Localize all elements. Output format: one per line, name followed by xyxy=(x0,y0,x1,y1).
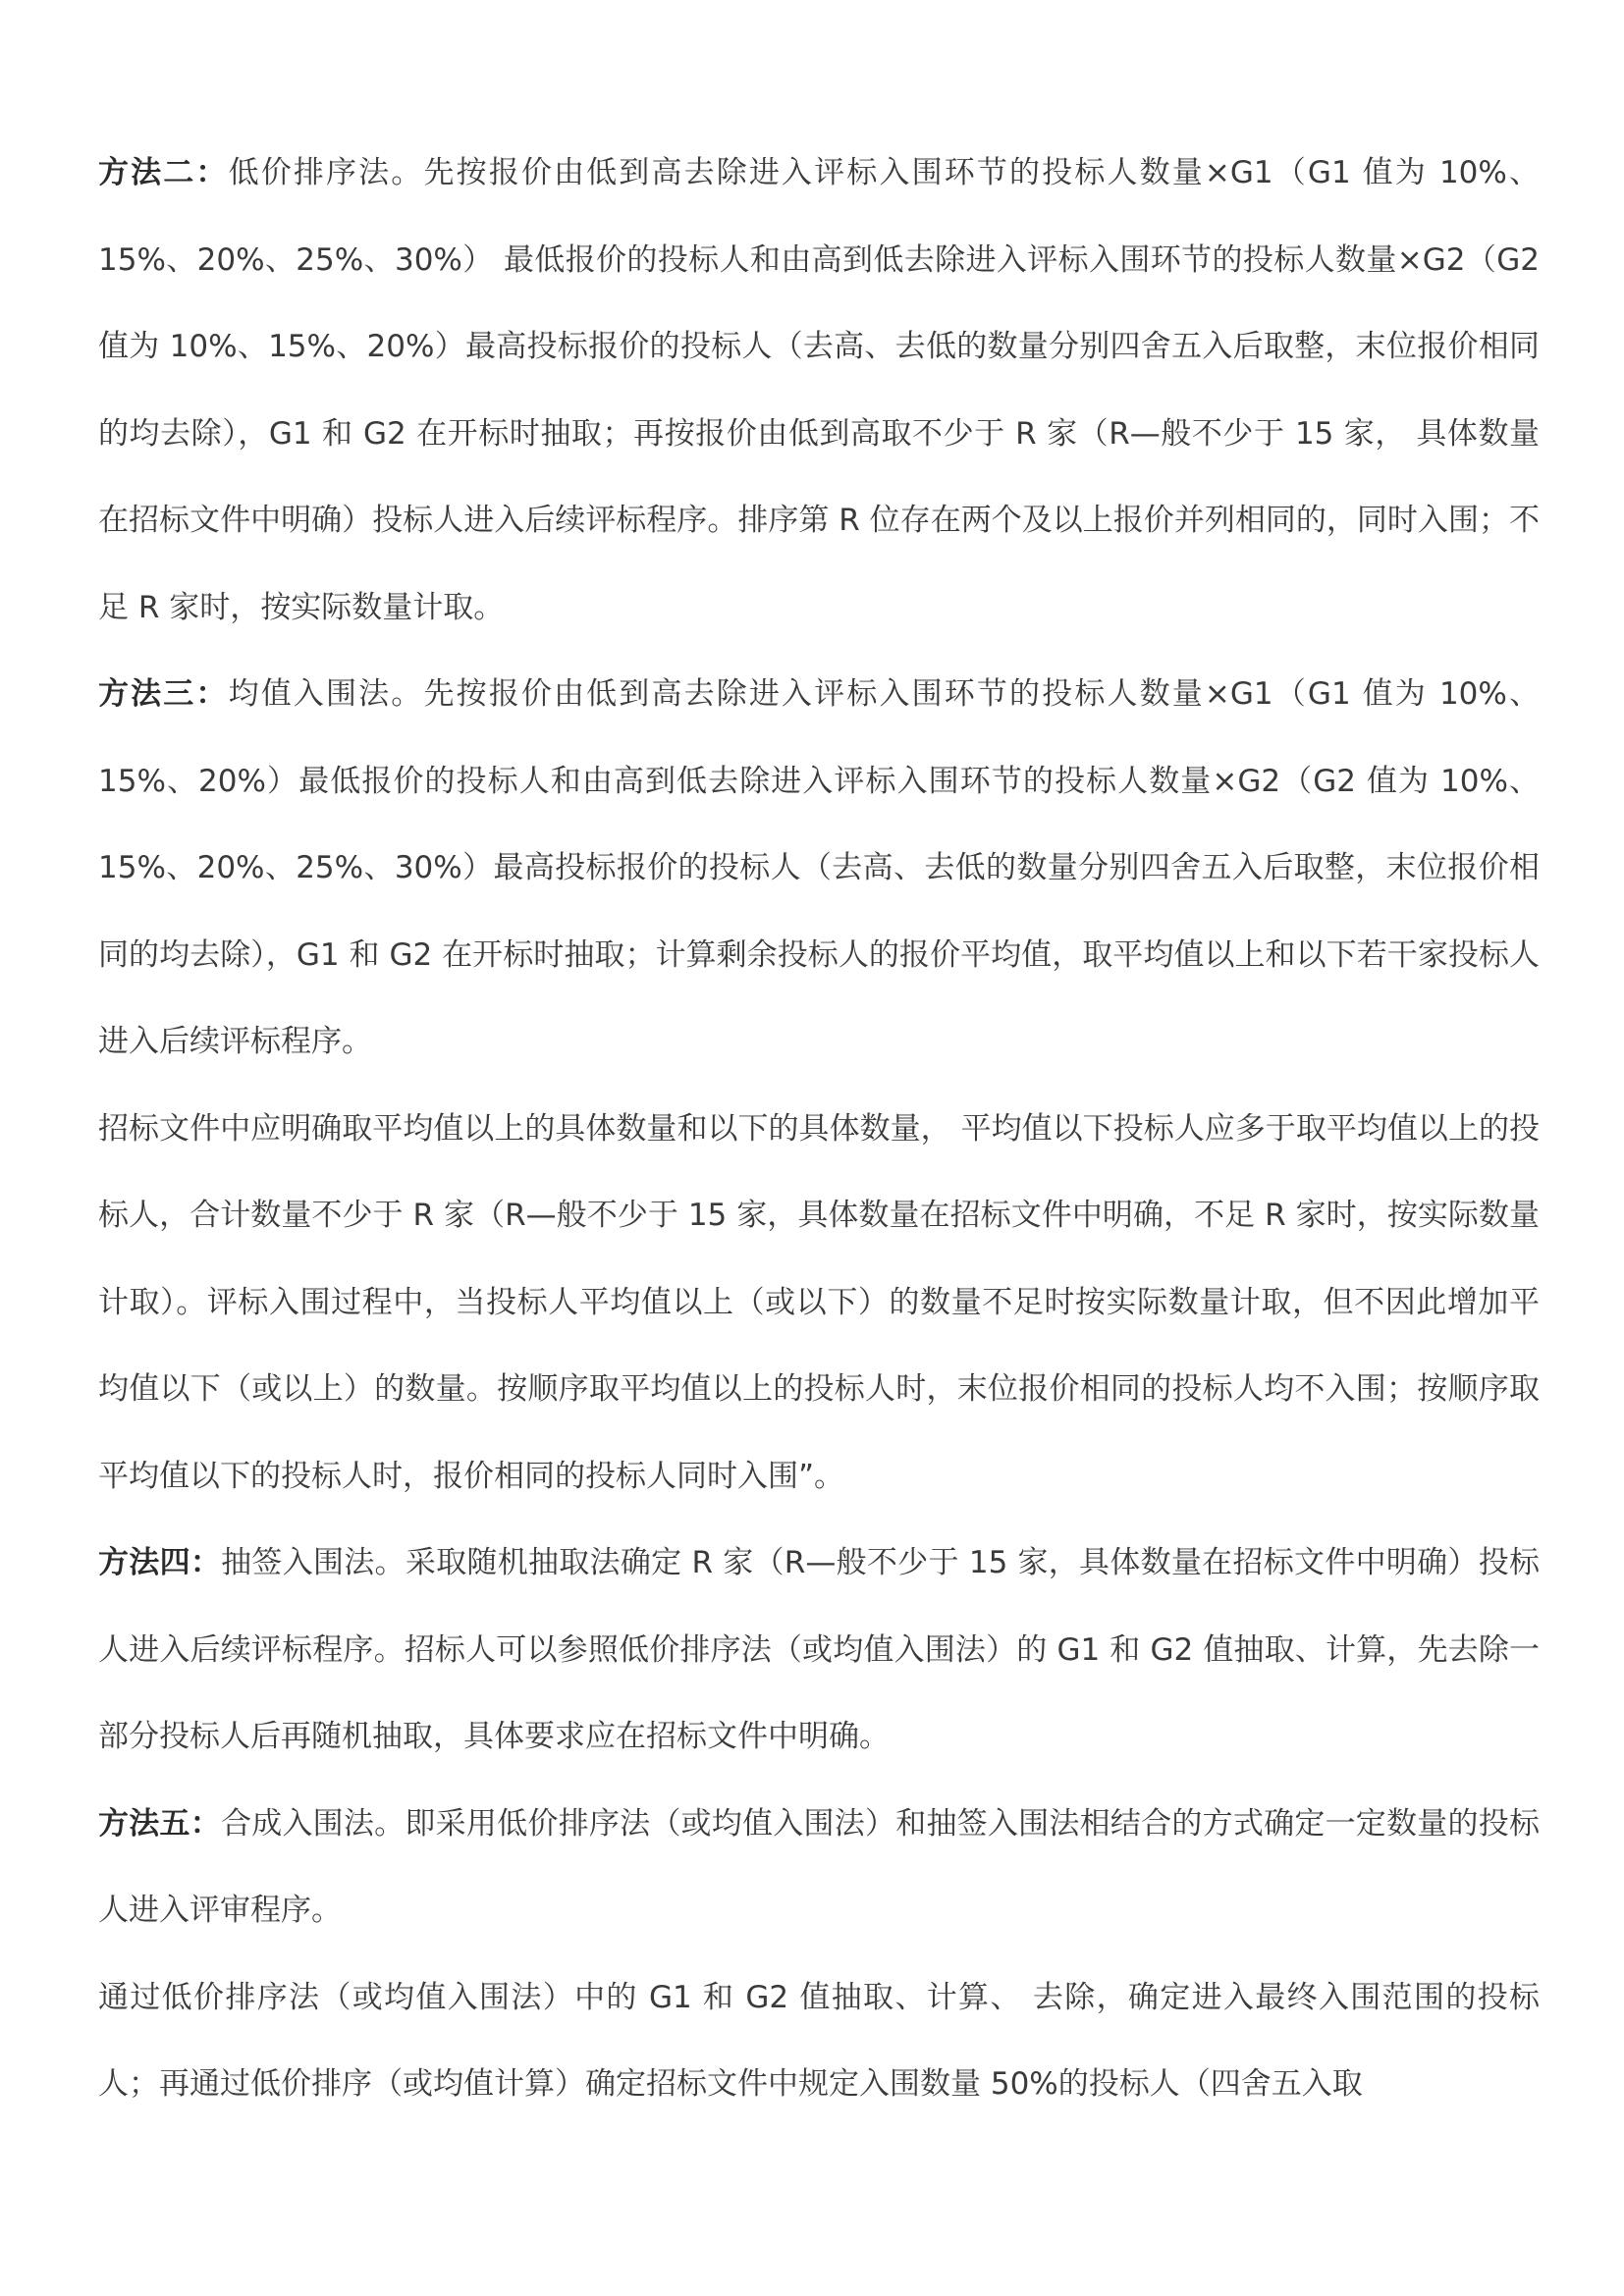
method-3-detail-text: 招标文件中应明确取平均值以上的具体数量和以下的具体数量， 平均值以下投标人应多于取平均值以上的投标人，合计数量不少于 R 家（R—般不少于 15 家，具体数量在招标文件中明确，不足 R 家时，按实际数量计取）。评标入围过程中，当投标人平均值以上（或以下）的数量不足时按实际数量计取，但不因此增加平均值以下（或以上）的数量。按顺序取平均值以上的投标人时，末位报价相同的投标人均不入围；按顺序取平均值以下的投标人时，报价相同的投标人同时入围”。 xyxy=(98,1110,1540,1494)
method-5-label: 方法五： xyxy=(98,1805,221,1842)
method-5-text: 合成入围法。即采用低价排序法（或均值入围法）和抽签入围法相结合的方式确定一定数量的投标人进入评审程序。 xyxy=(98,1805,1541,1928)
paragraph-method-2 xyxy=(98,130,1540,651)
method-4-text: 抽签入围法。采取随机抽取法确定 R 家（R—般不少于 15 家，具体数量在招标文件中明确）投标人进入后续评标程序。招标人可以参照低价排序法（或均值入围法）的 G1 和 G2 值抽取、计算，先去除一部分投标人后再随机抽取，具体要求应在招标文件中明确。 xyxy=(98,1545,1541,1754)
document-page xyxy=(98,130,1540,2128)
paragraph-method-5-detail xyxy=(98,1954,1540,2128)
method-5-detail-text: 通过低价排序法（或均值入围法）中的 G1 和 G2 值抽取、计算、 去除，确定进入最终入围范围的投标人；再通过低价排序（或均值计算）确定招标文件中规定入围数量 50%的投标人（四舍五入取 xyxy=(98,1979,1540,2102)
method-2-label: 方法二： xyxy=(98,155,229,190)
method-4-label: 方法四： xyxy=(98,1545,222,1580)
method-2-text: 低价排序法。先按报价由低到高去除进入评标入围环节的投标人数量×G1（G1 值为 10%、15%、20%、25%、30%） 最低报价的投标人和由高到低去除进入评标入围环节的投标人数量×G2（G2 值为 10%、15%、20%）最高投标报价的投标人（去高、去低的数量分别四舍五入后取整，末位报价相同的均去除），G1 和 G2 在开标时抽取；再按报价由低到高取不少于 R 家（R—般不少于 15 家， 具体数量在招标文件中明确）投标人进入后续评标程序。排序第 R 位存在两个及以上报价并列相同的，同时入围；不足 R 家时，按实际数量计取。 xyxy=(98,155,1540,625)
method-3-text: 均值入围法。先按报价由低到高去除进入评标入围环节的投标人数量×G1（G1 值为 10%、15%、20%）最低报价的投标人和由高到低去除进入评标入围环节的投标人数量×G2（G2 值为 10%、15%、20%、25%、30%）最高投标报价的投标人（去高、去低的数量分别四舍五入后取整，末位报价相同的均去除），G1 和 G2 在开标时抽取；计算剩余投标人的报价平均值，取平均值以上和以下若干家投标人进入后续评标程序。 xyxy=(98,676,1540,1059)
paragraph-method-5 xyxy=(98,1781,1540,1954)
method-3-label: 方法三： xyxy=(98,676,229,712)
paragraph-method-3-detail xyxy=(98,1086,1540,1521)
paragraph-method-3 xyxy=(98,651,1540,1086)
paragraph-method-4 xyxy=(98,1520,1540,1781)
